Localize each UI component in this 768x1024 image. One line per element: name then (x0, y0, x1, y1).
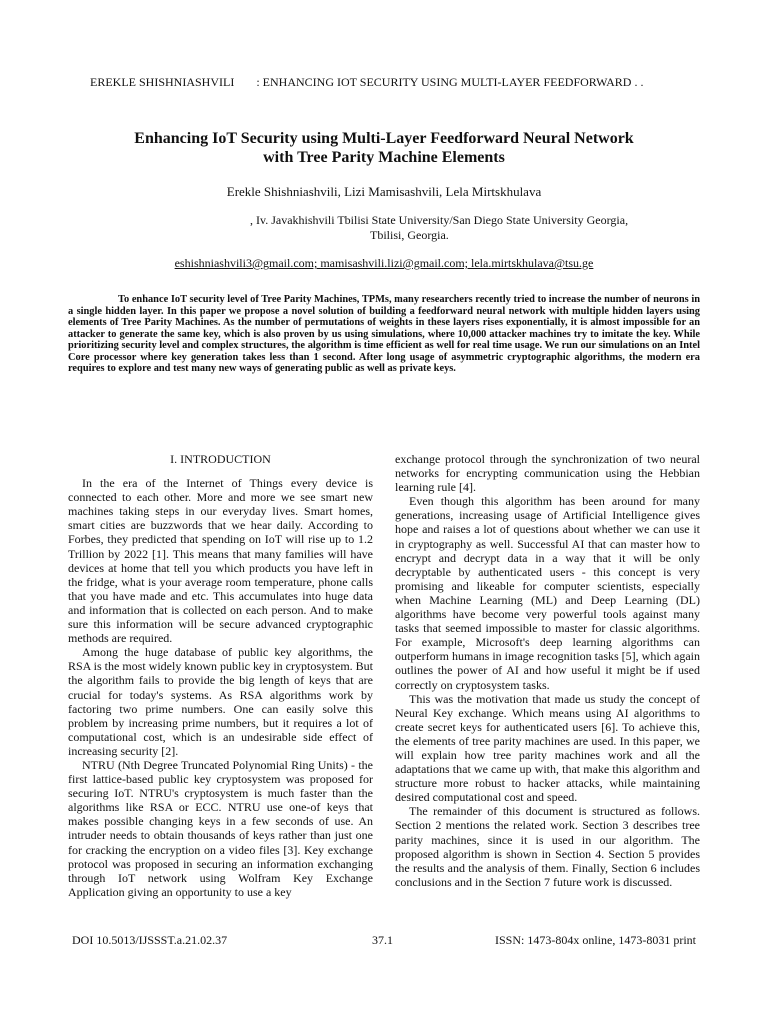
paragraph: NTRU (Nth Degree Truncated Polynomial Ring Units) - the first lattice-based public key cryptosystem was proposed for securing IoT. NTRU's cryptosystem is much faster than the algorithms like RSA or ECC. NTRU use one-of keys that makes possible changing keys in a few seconds of use. An intruder needs to obtain thousands of keys rather than just one for cracking the encryption on a video files [3]. Key exchange protocol was proposed in securing an information exchanging through IoT network using Wolfram Key Exchange Application giving an opportunity to use a key (68, 757, 373, 899)
paragraph: Even though this algorithm has been around for many generations, increasing usage of Artificial Intelligence gives hope and raises a lot of questions about whether we can use it in cryptography as well. Successful AI that can master how to encrypt and decrypt data in a way that it will be only decryptable by authenticated users - this concept is very promising and likeable for computer scientists, especially when Machine Learning (ML) and Deep Learning (DL) algorithms have become very powerful tools against many tasks that seemed impossible to master for classic algorithms. For example, Microsoft's deep learning algorithms can outperform humans in image recognition tasks [5], which again outlines the power of AI and how useful it might be if used correctly on cryptosystem tasks. (395, 494, 700, 692)
paper-title (60, 129, 708, 167)
running-header-title: : ENHANCING IOT SECURITY USING MULTI-LAYER FEEDFORWARD . . (256, 75, 644, 89)
paragraph: This was the motivation that made us study the concept of Neural Key exchange. Which means using AI algorithms to create secret keys for authenticated users [6]. To achieve this, the elements of tree parity machines are used. In this paper, we will explain how tree parity machines work and all the adaptations that we came up with, that make this algorithm and structure more robust to hacker attacks, while maintaining desired computational cost and speed. (395, 691, 700, 805)
paper-title-line-2: with Tree Parity Machine Elements (263, 149, 505, 166)
paragraph: Among the huge database of public key algorithms, the RSA is the most widely known public key in cryptosystem. But the algorithm fails to provide the big length of keys that are crucial for today's systems. As RSA algorithms work by factoring two prime numbers. One can easily solve this problem by increasing prime numbers, but it requires a lot of computational cost, which is an undesirable side effect of increasing security [2]. (68, 645, 373, 758)
abstract: To enhance IoT security level of Tree Parity Machines, TPMs, many researchers recently tried to increase the number of neurons in a single hidden layer. In this paper we propose a novel solution of building a feedforward neural network with multiple hidden layers using elements of Tree Parity Machines. As the number of permutations of weights in these layers rises exponentially, it is almost impossible for an attacker to generate the same key, which is also proven by us using simulations, where 10,000 attacker machines try to imitate the key. While prioritizing security level and complex structures, the algorithm is time efficient as well for real time usage. We run our simulations on an Intel Core processor where key generation takes less than 1 second. After long usage of asymmetric cryptographic algorithms, the modern era requires to explore and test many new ways of generating public as well as private keys. (68, 294, 700, 374)
affiliation-line-2: Tbilisi, Georgia. (370, 228, 449, 242)
affiliation (250, 213, 690, 243)
section-heading-introduction: I. INTRODUCTION (170, 452, 271, 466)
paragraph: exchange protocol through the synchronization of two neural networks for encrypting communication using the Hebbian learning rule [4]. (395, 452, 700, 495)
body-column-right (395, 452, 700, 889)
footer-doi: DOI 10.5013/IJSSST.a.21.02.37 (72, 933, 228, 947)
author-emails (0, 256, 768, 271)
email-links[interactable]: eshishniashvili3@gmail.com; mamisashvili.lizi@gmail.com; lela.mirtskhulava@tsu.ge (174, 256, 594, 270)
footer-issn: ISSN: 1473-804x online, 1473-8031 print (495, 933, 696, 947)
running-header (90, 75, 688, 90)
footer-page-number: 37.1 (372, 933, 393, 947)
paragraph: The remainder of this document is structured as follows. Section 2 mentions the related work. Section 3 describes tree parity machines, since it is used in our algorithm. The proposed algorithm is shown in Section 4. Section 5 provides the results and the analysis of them. Finally, Section 6 includes conclusions and in the Section 7 future work is discussed. (395, 804, 700, 889)
running-header-author: EREKLE SHISHNIASHVILI (90, 75, 235, 89)
body-column-left (68, 452, 373, 899)
author-list: Erekle Shishniashvili, Lizi Mamisashvili, Lela Mirtskhulava (226, 184, 542, 199)
affiliation-line-1: , Iv. Javakhishvili Tbilisi State University/San Diego State University Georgia, (250, 213, 629, 227)
paper-title-line-1: Enhancing IoT Security using Multi-Layer Feedforward Neural Network (134, 130, 634, 147)
paragraph: In the era of the Internet of Things every device is connected to each other. More and more we see smart new machines taking steps in our everyday lives. Smart homes, smart cities are buzzwords that we hear daily. According to Forbes, they predicted that spending on IoT will rise up to 1.2 Trillion by 2022 [1]. This means that many families will have devices at home that tell you which products you have left in the fridge, what is your average room temperature, phone calls that you have made and etc. This accumulates into huge data and information that is collected on each person. And to make sure this information will be secure advanced cryptographic methods are required. (68, 476, 373, 646)
